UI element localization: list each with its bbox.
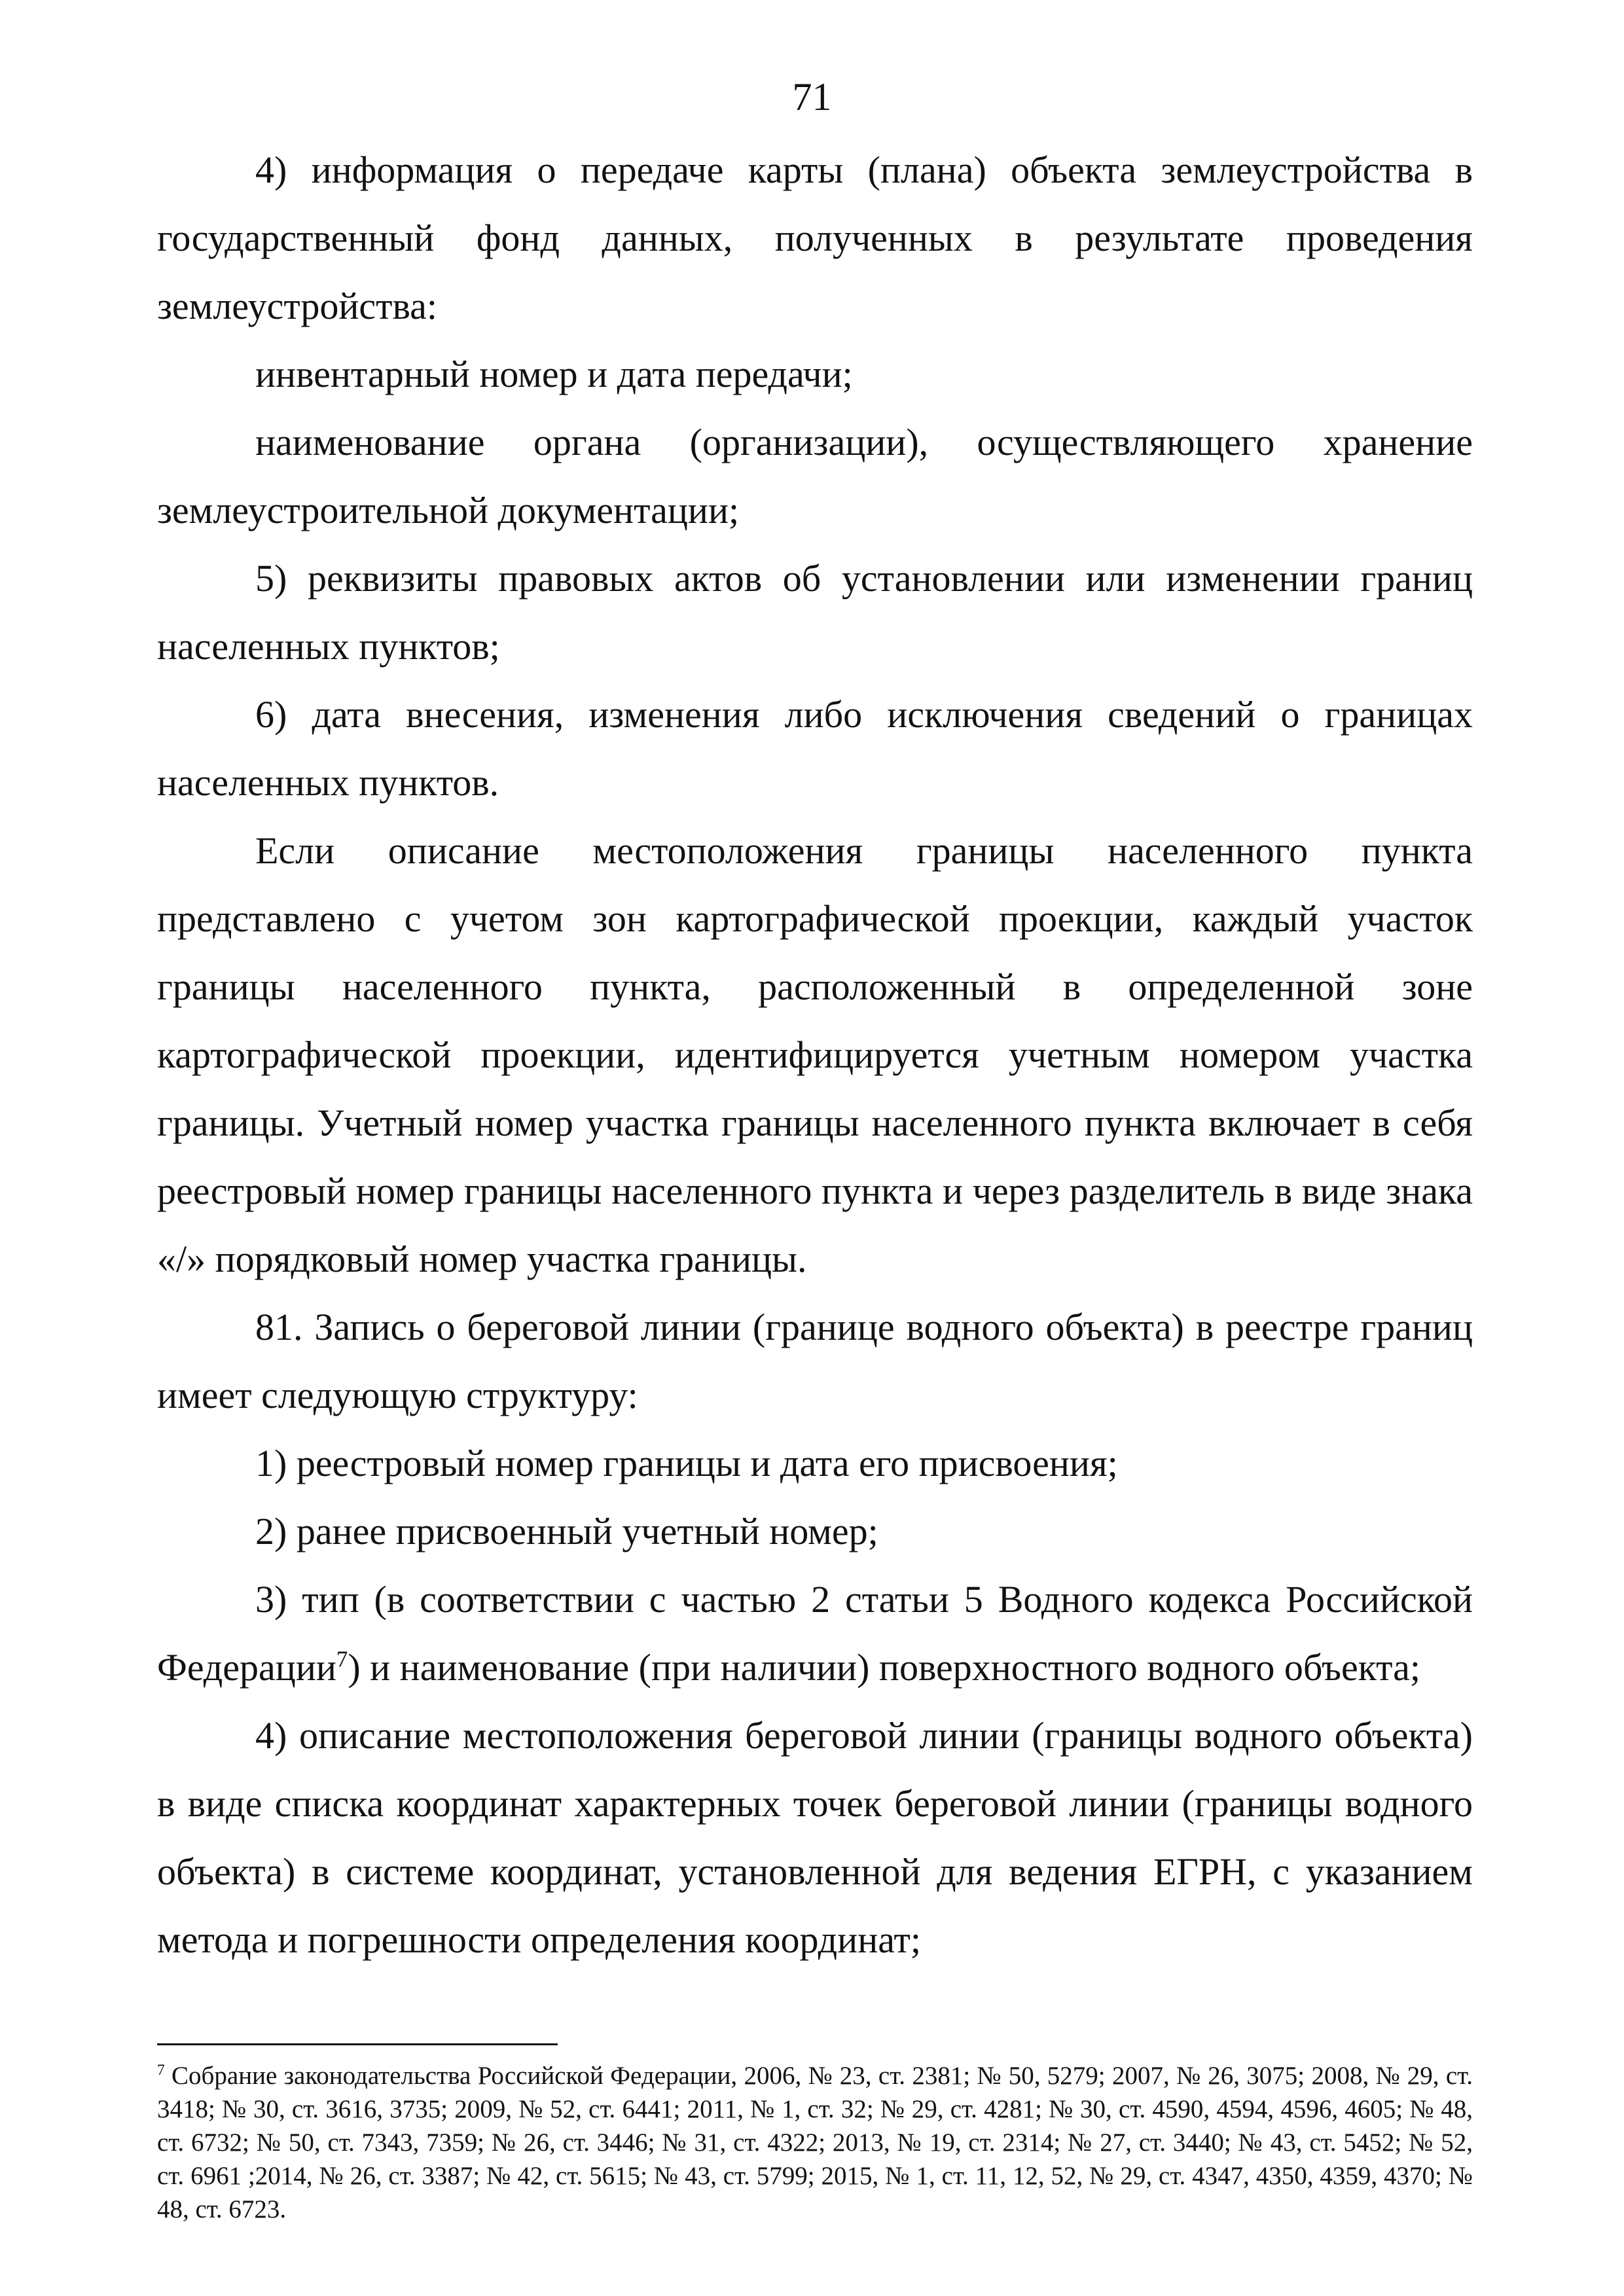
footnote: [157, 2059, 1473, 2226]
document-body: [157, 136, 1473, 1974]
footnote-divider: [157, 2043, 558, 2045]
paragraph-inventory-number: инвентарный номер и дата передачи;: [255, 353, 853, 395]
paragraph-item-5-legal-acts: 5) реквизиты правовых актов об установлении или изменении границ населенных пунктов;: [157, 557, 1473, 668]
paragraph-cartographic-zones: Если описание местоположения границы населенного пункта представлено с учетом зон картографической проекции, каждый участок границы населенного пункта, расположенный в определенной зоне картографической проекции, идентифицируется учетным номером участка границы. Учетный номер участка границы населенного пункта включает в себя реестровый номер границы населенного пункта и через разделитель в виде знака «/» порядковый номер участка границы.: [157, 829, 1473, 1280]
footnote-marker: 7: [157, 2062, 165, 2079]
footnote-text: Собрание законодательства Российской Федерации, 2006, № 23, ст. 2381; № 50, 5279; 2007, № 26, 3075; 2008, № 29, ст. 3418; № 30, ст. 3616, 3735; 2009, № 52, ст. 6441; 2011, № 1, ст. 32; № 29, ст. 4281; № 30, ст. 4590, 4594, 4596, 4605; № 48, ст. 6732; № 50, ст. 7343, 7359; № 26, ст. 3446; № 31, ст. 4322; 2013, № 19, ст. 2314; № 27, ст. 3440; № 43, ст. 5452; № 52, ст. 6961 ;2014, № 26, ст. 3387; № 42, ст. 5615; № 43, ст. 5799; 2015, № 1, ст. 11, 12, 52, № 29, ст. 4347, 4350, 4359, 4370; № 48, ст. 6723.: [157, 2062, 1473, 2223]
paragraph-item-3-text-after: ) и наименование (при наличии) поверхностного водного объекта;: [348, 1646, 1421, 1689]
paragraph-item-4-shoreline-coordinates: 4) описание местоположения береговой линии (границы водного объекта) в виде списка координат характерных точек береговой линии (границы водного объекта) в системе координат, установленной для ведения ЕГРН, с указанием метода и погрешности определения координат;: [157, 1714, 1473, 1961]
footnote-reference[interactable]: 7: [336, 1646, 348, 1672]
paragraph-item-1-registry-number: 1) реестровый номер границы и дата его присвоения;: [255, 1442, 1118, 1484]
paragraph-section-81: 81. Запись о береговой линии (границе водного объекта) в реестре границ имеет следующую структуру:: [157, 1306, 1473, 1416]
paragraph-item-2-previous-number: 2) ранее присвоенный учетный номер;: [255, 1510, 878, 1552]
paragraph-item-3-text-before: 3) тип (в соответствии с частью 2 статьи 5 Водного кодекса Российской Федерации: [157, 1578, 1473, 1689]
paragraph-item-6-dates: 6) дата внесения, изменения либо исключения сведений о границах населенных пунктов.: [157, 693, 1473, 804]
paragraph-item-4-transfer: 4) информация о передаче карты (плана) объекта землеустройства в государственный фонд данных, полученных в результате проведения землеустройства:: [157, 149, 1473, 327]
paragraph-storage-organization: наименование органа (организации), осуществляющего хранение землеустроительной документации;: [157, 421, 1473, 531]
page-number: 71: [792, 75, 832, 118]
paragraph-item-3-water-type: [157, 1566, 1473, 1702]
